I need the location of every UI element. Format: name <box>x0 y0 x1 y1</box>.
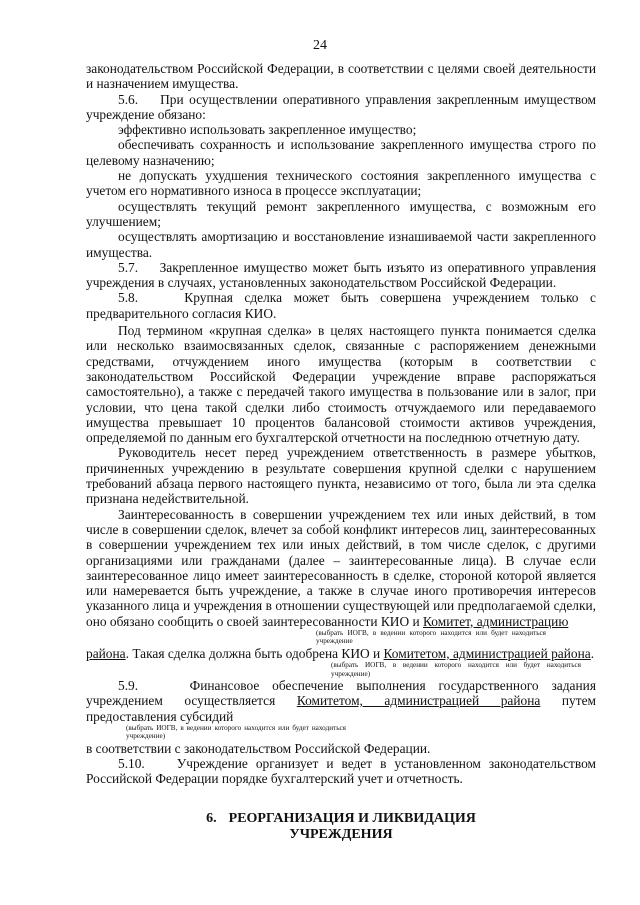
clause-text: путем предоставления субсидий <box>86 693 596 724</box>
section-heading <box>86 811 596 843</box>
clause-number: 5.6. <box>118 91 139 107</box>
clause-text: Закрепленное имущество может быть изъято из оперативного управления учреждения в случаях, установленных законодательством Российской Федерации. <box>86 259 597 291</box>
section-title-line1: РЕОРГАНИЗАЦИЯ И ЛИКВИДАЦИЯ <box>228 810 476 826</box>
interest-text: Заинтересованность в совершении учреждением тех или иных действий, в том числе в совершении сделок, влечет за собой конфликт интересов лиц, заинтересованных в совершении учреждением тех или иных действий, в том числе сделок, с другими организациями или гражданами (далее – заинтересованные лица). В случае если заинтересованное лицо имеет заинтересованность в сделке, стороной которой является или намеревается быть учреждение, а также в случае иного противоречия интересов указанного лица и учреждения в отношении существующей или предполагаемой сделки, оно обязано сообщить о своей заинтересованности КИО и <box>86 506 596 629</box>
footnote-hint: (выбрать ИОГВ, в ведении которого находится или будет находиться учреждение <box>316 628 546 646</box>
interest-text: . Такая сделка должна быть одобрена КИО и <box>125 645 384 661</box>
clause-number: 5.10. <box>118 755 145 771</box>
duty-item: осуществлять амортизацию и восстановление изнашиваемой части закрепленного имущества. <box>86 229 596 260</box>
placeholder-committee: Комитетом, администрацией района <box>296 693 541 709</box>
interest-paragraph <box>86 507 596 629</box>
duty-item: не допускать ухудшения технического состояния закрепленного имущества с учетом его нормативного износа в процессе эксплуатации; <box>86 168 596 199</box>
clause-5-8 <box>86 290 596 321</box>
footnote-hint: (выбрать ИОГВ, в ведении которого находится или будет находиться учреждение) <box>126 723 346 741</box>
footnote-hint: (выбрать ИОГВ, в ведении которого находится или будет находиться учреждение) <box>331 661 581 678</box>
clause-5-10 <box>86 756 596 787</box>
duty-item: обеспечивать сохранность и использование закрепленного имущества строго по целевому назначению; <box>86 137 596 168</box>
duty-item: эффективно использовать закрепленное имущество; <box>118 122 417 138</box>
placeholder-district: района <box>86 645 126 661</box>
section-title-line2: УЧРЕЖДЕНИЯ <box>289 826 393 842</box>
interest-text: . <box>590 645 595 661</box>
clause-text: При осуществлении оперативного управления закрепленным имуществом учреждение обязано: <box>86 91 597 122</box>
clause-text: Финансовое обеспечение выполнения государственного задания учреждением осуществляется <box>86 677 596 709</box>
clause-5-9 <box>86 678 596 724</box>
placeholder-committee: Комитетом, администрацией района <box>383 645 591 661</box>
page-number: 24 <box>313 38 327 53</box>
section-number: 6. <box>206 810 217 826</box>
clause-text: Крупная сделка может быть совершена учреждением только с предварительного согласия КИО. <box>86 290 596 321</box>
clause-5-6 <box>86 92 596 123</box>
duty-item: осуществлять текущий ремонт закрепленного имущества, с возможным его улучшением; <box>86 198 596 229</box>
clause-text: Учреждение организует и ведет в установленном законодательством Российской Федерации порядке бухгалтерский учет и отчетность. <box>86 755 597 787</box>
clause-5-7 <box>86 260 596 291</box>
clause-number: 5.8. <box>118 290 139 306</box>
document-body <box>86 61 596 843</box>
placeholder-committee: Комитет, администрацию <box>423 613 569 629</box>
liability-paragraph: Руководитель несет перед учреждением ответственность в размере убытков, причиненных учреждению в результате совершения крупной сделки с нарушением требований абзаца первого настоящего пункта, независимо от того, была ли эта сделка признана недействительной. <box>86 445 596 507</box>
large-deal-definition: Под термином «крупная сделка» в целях настоящего пункта понимается сделка или несколько взаимосвязанных сделок, связанные с распоряжением денежными средствами, отчуждением иного имущества (которым в соответствии с законодательством Российской Федерации учреждение вправе распоряжаться самостоятельно), а также с передачей такого имущества в пользование или в залог, при условии, что цена такой сделки либо стоимость отчуждаемого или передаваемого имущества превышает 10 процентов балансовой стоимости активов учреждения, определяемой по данным его бухгалтерской отчетности на последнюю отчетную дату. <box>86 323 596 446</box>
clause-number: 5.7. <box>118 259 139 275</box>
paragraph-continuation: законодательством Российской Федерации, в соответствии с целями своей деятельности и назначением имущества. <box>86 61 596 92</box>
clause-number: 5.9. <box>118 677 139 693</box>
interest-paragraph-cont <box>86 646 596 661</box>
clause-5-9-cont: в соответствии с законодательством Российской Федерации. <box>86 740 431 756</box>
